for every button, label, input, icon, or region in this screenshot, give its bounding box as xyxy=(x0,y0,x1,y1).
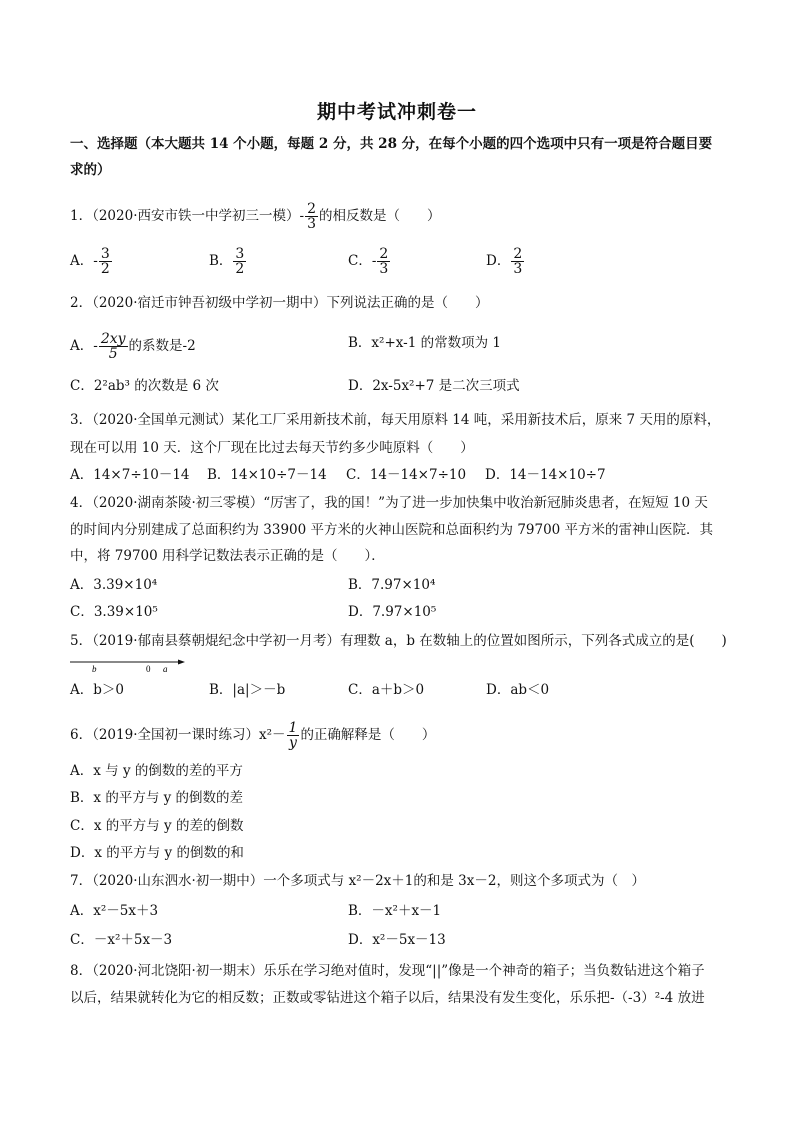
page-title: 期中考试冲刺卷一 xyxy=(316,101,477,123)
q5-option-d: D．ab＜0 xyxy=(486,682,550,698)
q7-option-b: B．－x²＋x－1 xyxy=(348,903,442,919)
q7-option-a: A．x²－5x＋3 xyxy=(70,903,159,919)
q6-suffix: 的正确解释是（ ） xyxy=(300,727,436,743)
q4-option-b: B．7.97×10⁴ xyxy=(348,577,436,593)
q2-option-a xyxy=(70,332,196,361)
q2-option-c: C．2²ab³ 的次数是 6 次 xyxy=(70,378,219,394)
q3-option-d: D．14－14×10÷7 xyxy=(485,467,606,483)
q1-fraction xyxy=(305,202,318,231)
q1-prefix: 1．（2020·西安市铁一中学初三一模）- xyxy=(70,208,305,224)
q5-option-a: A．b＞0 xyxy=(70,682,124,698)
section-heading-line1: 一、选择题（本大题共 14 个小题，每题 2 分，共 28 分，在每个小题的四个选项中只有一项是符合题目要 xyxy=(70,136,713,152)
question-3-line2: 现在可以用 10 天．这个厂现在比过去每天节约多少吨原料（ ） xyxy=(70,440,474,456)
question-1-stem xyxy=(70,202,440,231)
q1-d-label: D． xyxy=(486,253,511,269)
q1-d-num: 2 xyxy=(513,246,523,262)
q1-a-den: 2 xyxy=(100,261,110,277)
q1-b-den: 2 xyxy=(235,261,245,277)
q2-a-den: 5 xyxy=(108,346,118,362)
number-line-zero: 0 xyxy=(146,664,151,673)
q1-suffix: 的相反数是（ ） xyxy=(318,208,441,224)
q1-b-num: 3 xyxy=(235,246,245,262)
question-4-line2: 的时间内分别建成了总面积约为 33900 平方米的火神山医院和总面积约为 79700 平方米的雷神山医院．其 xyxy=(70,522,714,538)
question-8-line2: 以后，结果就转化为它的相反数；正数或零钻进这个箱子以后，结果没有发生变化，乐乐把-（-3）²-4 放进 xyxy=(70,990,705,1006)
q2-a-suffix: 的系数是-2 xyxy=(128,338,196,354)
q1-a-label: A．- xyxy=(70,253,98,269)
q3-option-c: C．14－14×7÷10 xyxy=(346,467,467,483)
q1-c-num: 2 xyxy=(379,246,389,262)
number-line-figure xyxy=(70,659,185,673)
q1-d-fraction xyxy=(511,247,524,276)
question-8-line1: 8．（2020·河北饶阳·初一期末）乐乐在学习绝对值时，发现“||”像是一个神奇的箱子；当负数钻进这个箱子 xyxy=(70,963,705,979)
q7-option-d: D．x²－5x－13 xyxy=(348,932,446,948)
q6-option-b: B．x 的平方与 y 的倒数的差 xyxy=(70,790,244,806)
q3-option-b: B．14×10÷7－14 xyxy=(207,467,327,483)
q1-option-c xyxy=(348,247,391,276)
q3-option-a: A．14×7÷10－14 xyxy=(70,467,190,483)
q1-option-d xyxy=(486,247,525,276)
q1-b-label: B． xyxy=(209,253,233,269)
q1-d-den: 3 xyxy=(513,261,523,277)
q1-frac-den: 3 xyxy=(307,216,316,232)
number-line-arrow xyxy=(178,660,185,665)
q1-c-label: C．- xyxy=(348,253,377,269)
q2-a-fraction xyxy=(99,332,128,361)
q2-a-label: A．- xyxy=(70,338,98,354)
q6-option-d: D．x 的平方与 y 的倒数的和 xyxy=(70,845,244,861)
q2-option-b: B．x²+x-1 的常数项为 1 xyxy=(348,335,501,351)
question-4-line1: 4．（2020·湖南茶陵·初三零模）“厉害了，我的国！”为了进一步加快集中收治新冠肺炎患者，在短短 10 天 xyxy=(70,495,708,511)
question-5-stem: 5．（2019·郁南县蔡朝焜纪念中学初一月考）有理数 a，b 在数轴上的位置如图所示，下列各式成立的是( ) xyxy=(70,633,727,649)
section-heading-line2: 求的） xyxy=(70,162,111,178)
q6-option-a: A．x 与 y 的倒数的差的平方 xyxy=(70,763,243,779)
q2-a-num: 2xy xyxy=(100,331,126,347)
q1-option-a xyxy=(70,247,113,276)
q1-c-den: 3 xyxy=(379,261,389,277)
q7-option-c: C．－x²＋5x－3 xyxy=(70,932,173,948)
q2-option-d: D．2x-5x²+7 是二次三项式 xyxy=(348,378,520,394)
question-4-line3: 中，将 79700 用科学记数法表示正确的是（ ）． xyxy=(70,548,385,564)
q5-option-b: B．|a|＞－b xyxy=(209,682,286,698)
q1-a-fraction xyxy=(99,247,112,276)
q4-option-a: A．3.39×10⁴ xyxy=(70,577,158,593)
q1-c-fraction xyxy=(377,247,390,276)
q4-option-c: C．3.39×10⁵ xyxy=(70,604,158,620)
q5-option-c: C．a＋b＞0 xyxy=(348,682,425,698)
q6-prefix: 6．（2019·全国初一课时练习）x²－ xyxy=(70,727,286,743)
q1-frac-num: 2 xyxy=(307,201,316,217)
question-6-stem xyxy=(70,721,435,750)
q1-a-num: 3 xyxy=(100,246,110,262)
number-line-a: a xyxy=(163,664,168,673)
q6-option-c: C．x 的平方与 y 的差的倒数 xyxy=(70,818,244,834)
q1-b-fraction xyxy=(233,247,246,276)
q6-frac-den: y xyxy=(289,735,297,751)
q4-option-d: D．7.97×10⁵ xyxy=(348,604,437,620)
question-7-stem: 7．（2020·山东泗水·初一期中）一个多项式与 x²－2x＋1的和是 3x－2，则这个多项式为（ ） xyxy=(70,873,645,889)
number-line-b: b xyxy=(92,664,97,673)
q6-fraction xyxy=(287,721,300,750)
q1-option-b xyxy=(209,247,247,276)
question-2-stem: 2．（2020·宿迁市钟吾初级中学初一期中）下列说法正确的是（ ） xyxy=(70,295,489,311)
question-3-line1: 3．（2020·全国单元测试）某化工厂采用新技术前，每天用原料 14 吨，采用新技术后，原来 7 天用的原料， xyxy=(70,412,721,428)
q6-frac-num: 1 xyxy=(288,720,298,736)
